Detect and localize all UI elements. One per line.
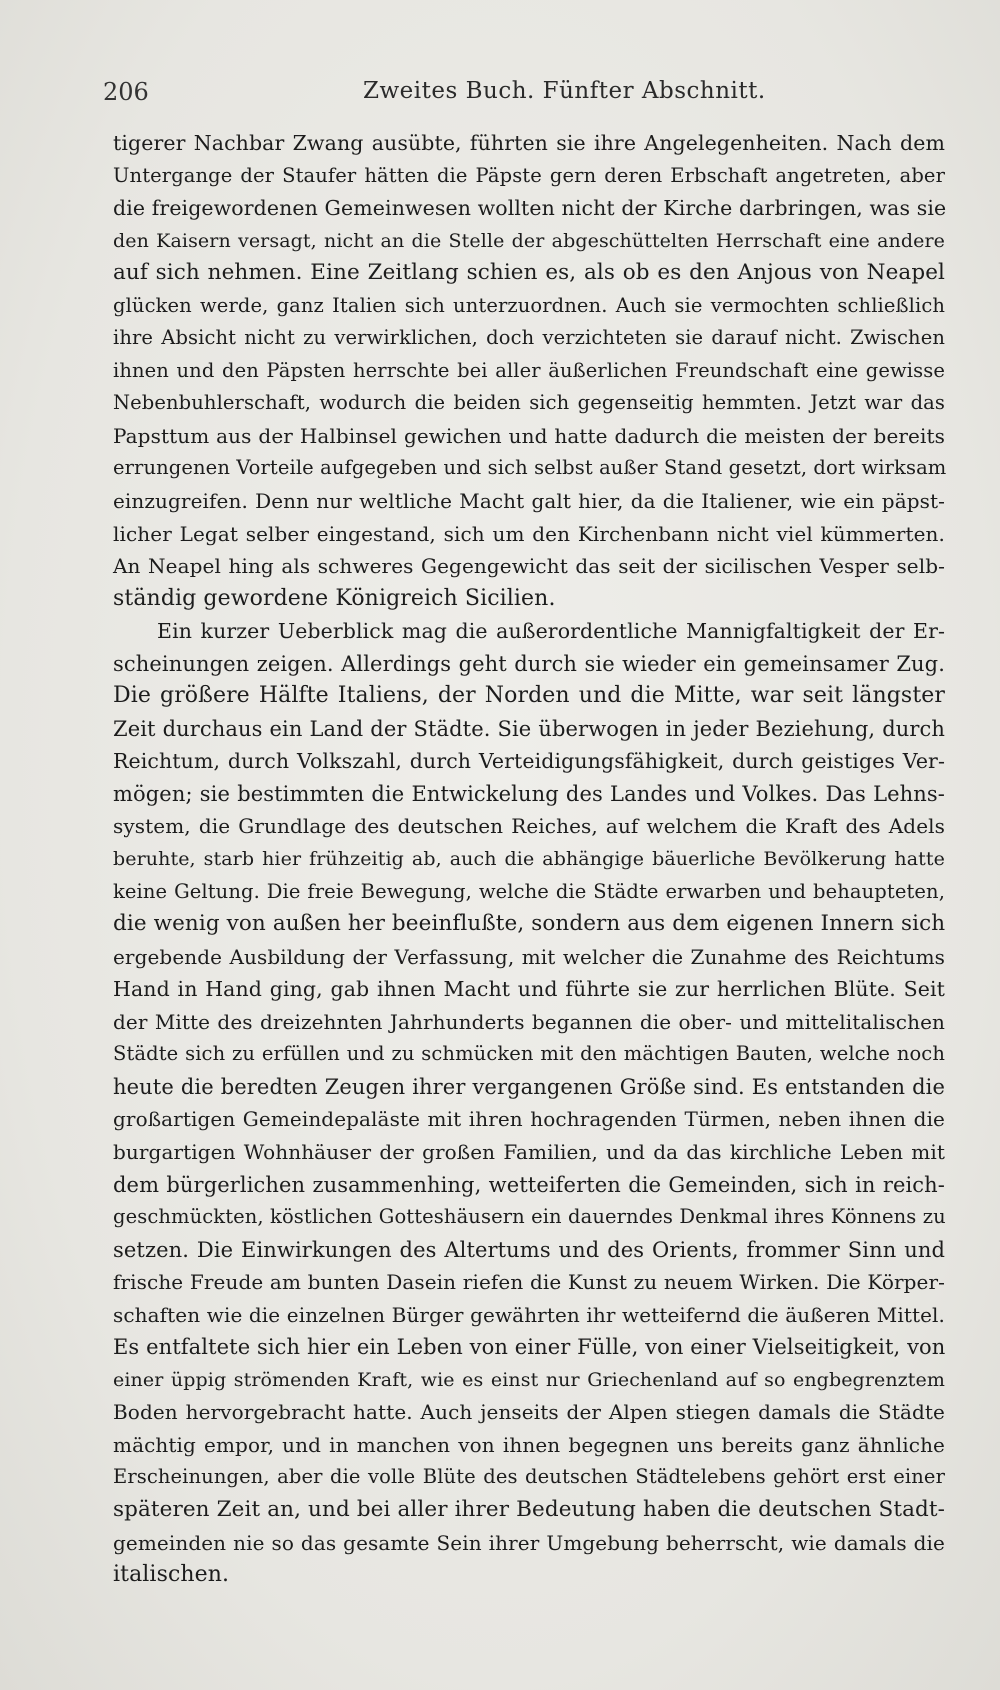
text-line: beruhte, starb hier frühzeitig ab, auch die abhängige bäuerliche Bevölkerung hatte — [113, 848, 945, 871]
text-line: Es entfaltete sich hier ein Leben von einer Fülle, von einer Vielseitigkeit, von — [113, 1335, 946, 1360]
text-line: scheinungen zeigen. Allerdings geht durch sie wieder ein gemeinsamer Zug. — [113, 651, 945, 676]
text-line: einer üppig strömenden Kraft, wie es einst nur Griechenland auf so engbegrenztem — [113, 1368, 945, 1391]
text-line: die freigewordenen Gemeinwesen wollten nicht der Kirche darbringen, was sie — [113, 196, 947, 221]
paragraph-end-line: italischen. — [113, 1562, 230, 1588]
text-line: ihnen und den Päpsten herrschte bei aller äußerlichen Freundschaft eine gewisse — [113, 358, 945, 382]
text-line: Boden hervorgebracht hatte. Auch jenseits der Alpen stiegen damals die Städte — [113, 1400, 945, 1425]
text-line: Hand in Hand ging, gab ihnen Macht und führte sie zur herrlichen Blüte. Seit — [113, 977, 945, 1002]
text-line: Untergange der Staufer hätten die Päpste gern deren Erbschaft angetreten, aber — [113, 163, 945, 187]
text-line: glücken werde, ganz Italien sich unterzuordnen. Auch sie vermochten schließlich — [113, 293, 945, 317]
text-line: großartigen Gemeindepaläste mit ihren hochragenden Türmen, neben ihnen die — [113, 1107, 945, 1132]
paragraph-start-line: Ein kurzer Ueberblick mag die außerordentliche Mannigfaltigkeit der Er- — [157, 619, 945, 644]
text-line: gemeinden nie so das gesamte Sein ihrer Umgebung beherrscht, wie damals die — [113, 1530, 945, 1555]
text-line: frische Freude am bunten Dasein riefen die Kunst zu neuem Wirken. Die Körper- — [113, 1270, 945, 1295]
text-line: dem bürgerlichen zusammenhing, wetteiferten die Gemeinden, sich in reich- — [113, 1172, 945, 1197]
text-line: schaften wie die einzelnen Bürger gewährten ihr wetteifernd die äußeren Mittel. — [113, 1302, 945, 1327]
text-line: errungenen Vorteile aufgegeben und sich selbst außer Stand gesetzt, dort wirksam — [113, 456, 947, 480]
text-line: heute die beredten Zeugen ihrer vergangenen Größe sind. Es entstanden die — [113, 1074, 945, 1099]
text-line: Zeit durchaus ein Land der Städte. Sie überwogen in jeder Beziehung, durch — [113, 716, 945, 741]
paragraph-end-line: ständig gewordene Königreich Sicilien. — [113, 585, 556, 611]
text-line: geschmückten, köstlichen Gotteshäusern ein dauerndes Denkmal ihres Könnens zu — [113, 1205, 946, 1229]
text-line: Erscheinungen, aber die volle Blüte des deutschen Städtelebens gehört erst einer — [113, 1465, 945, 1489]
text-line: Papsttum aus der Halbinsel gewichen und hatte dadurch die meisten der bereits — [113, 423, 945, 448]
text-line: licher Legat selber eingestand, sich um den Kirchenbann nicht viel kümmerten. — [113, 521, 945, 546]
text-line: mächtig empor, und in manchen von ihnen begegnen uns bereits ganz ähnliche — [113, 1432, 945, 1457]
text-line: ergebende Ausbildung der Verfassung, mit welcher die Zunahme des Reichtums — [113, 944, 945, 969]
text-line: die wenig von außen her beeinflußte, sondern aus dem eigenen Innern sich — [113, 911, 946, 937]
page-number: 206 — [103, 78, 149, 106]
text-line: späteren Zeit an, und bei aller ihrer Bedeutung haben die deutschen Stadt- — [113, 1496, 945, 1522]
text-line: ihre Absicht nicht zu verwirklichen, doch verzichteten sie darauf nicht. Zwischen — [113, 326, 945, 350]
text-line: Die größere Hälfte Italiens, der Norden und die Mitte, war seit längster — [113, 683, 945, 709]
text-line: einzugreifen. Denn nur weltliche Macht galt hier, da die Italiener, wie ein päpst- — [113, 489, 945, 514]
text-line: mögen; sie bestimmten die Entwickelung des Landes und Volkes. Das Lehns- — [113, 781, 945, 806]
text-line: auf sich nehmen. Eine Zeitlang schien es, als ob es den Anjous von Neapel — [113, 260, 945, 286]
page-header — [103, 78, 948, 114]
running-head: Zweites Buch. Fünfter Abschnitt. — [363, 78, 766, 104]
text-line: Städte sich zu erfüllen und zu schmücken mit den mächtigen Bauten, welche noch — [113, 1042, 945, 1066]
text-line: den Kaisern versagt, nicht an die Stelle der abgeschüttelten Herrschaft eine andere — [113, 229, 945, 252]
body-text — [113, 127, 945, 1592]
text-line: Reichtum, durch Volkszahl, durch Verteidigungsfähigkeit, durch geistiges Ver- — [113, 749, 945, 774]
text-line: setzen. Die Einwirkungen des Altertums und des Orients, frommer Sinn und — [113, 1237, 945, 1262]
text-line: system, die Grundlage des deutschen Reiches, auf welchem die Kraft des Adels — [113, 814, 945, 839]
text-line: burgartigen Wohnhäuser der großen Familien, und da das kirchliche Leben mit — [113, 1139, 945, 1164]
text-line: der Mitte des dreizehnten Jahrhunderts begannen die ober- und mittelitalischen — [113, 1009, 945, 1034]
text-line: Nebenbuhlerschaft, wodurch die beiden sich gegenseitig hemmten. Jetzt war das — [113, 391, 945, 415]
text-line: tigerer Nachbar Zwang ausübte, führten sie ihre Angelegenheiten. Nach dem — [113, 131, 945, 155]
text-line: An Neapel hing als schweres Gegengewicht das seit der sicilischen Vesper selb- — [113, 554, 945, 579]
text-line: keine Geltung. Die freie Bewegung, welche die Städte erwarben und behaupteten, — [113, 879, 945, 903]
